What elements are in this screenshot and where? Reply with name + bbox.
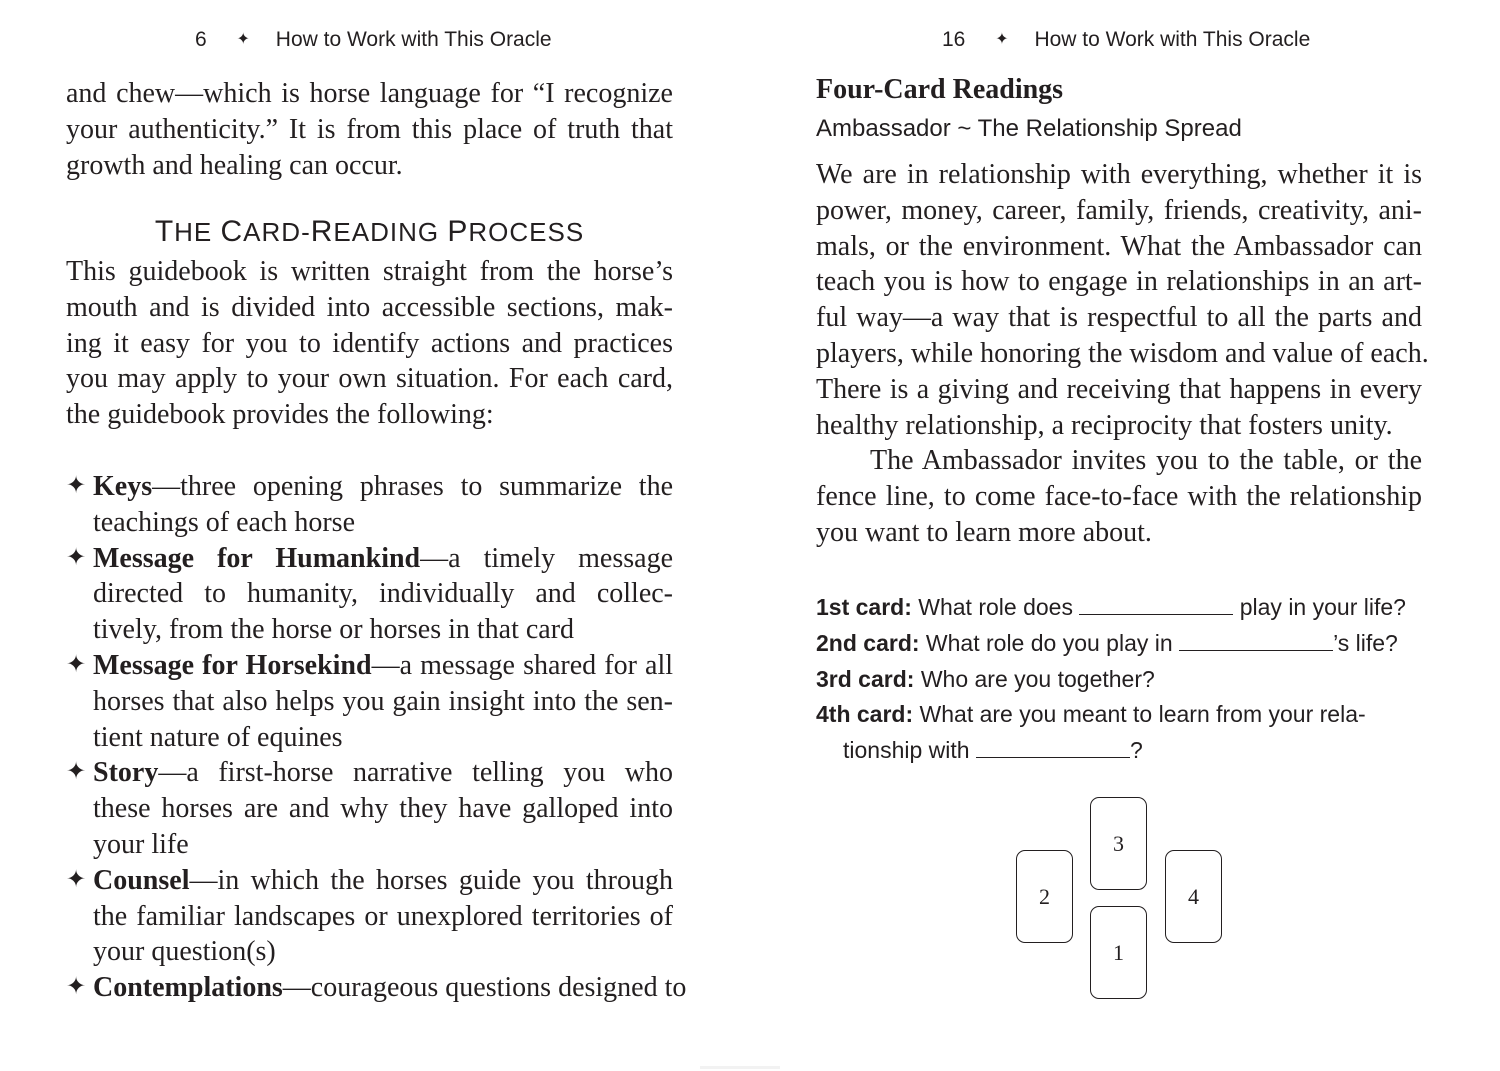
bullet-text: your life [93,828,189,860]
fill-in-blank [1079,590,1233,615]
fill-in-blank [976,733,1130,758]
header-star-icon: ✦ [236,31,250,48]
question-label: 3rd card: [816,665,915,692]
card-question-4 [816,697,1423,733]
question-label: 4th card: [816,701,914,728]
bullet-term: Story [93,757,159,789]
spread-questions [816,590,1423,769]
bullet-text: these horses are and why they have galloped into [93,793,673,825]
list-item [66,648,673,755]
title-part: ARD [243,217,302,247]
guidebook-features-list [66,469,687,1006]
text-line: ing it easy for you to identify actions and practices [66,327,673,359]
question-text: What role do you play in [919,629,1180,656]
list-item [66,469,673,541]
bullet-text: directed to humanity, individually and collec- [93,578,673,610]
question-text: tionship with [843,737,976,764]
text-line: mals, or the environment. What the Ambassador can [816,230,1422,262]
bullet-term: Message for Horsekind [93,649,372,681]
list-item [66,863,673,970]
question-text: ? [1129,737,1143,764]
question-label: 1st card: [816,594,912,620]
bullet-text: your question(s) [93,936,276,968]
question-text: Who are you together? [914,665,1155,692]
card-question-3 [816,662,1423,698]
bullet-term: Keys [93,471,153,502]
spread-subheading: Ambassador ~ The Relationship Spread [816,115,1242,142]
text-line: There is a giving and receiving that happens in every [816,373,1422,405]
page-gutter-mark [700,1066,780,1069]
page-number: 6 [195,28,207,51]
section-heading: Four-Card Readings [816,74,1064,105]
fill-in-blank [1179,626,1333,651]
text-line: fence line, to come face-to-face with the relationship [816,481,1422,513]
question-text: What role does [911,594,1080,620]
title-initial: T [154,215,175,248]
text-line: you want to learn more about. [816,516,1152,548]
left-page-header [195,28,552,52]
running-title: How to Work with This Oracle [1034,28,1311,51]
spread-card-4: 4 [1165,850,1222,943]
intro-paragraph [66,76,673,183]
bullet-star-icon: ✦ [66,759,87,786]
question-text: play in your life? [1233,594,1406,620]
text-line: ful way—a way that is respectful to all the parts and [816,302,1422,334]
text-line: This guidebook is written straight from the horse’s [66,256,673,287]
section-title [66,215,673,249]
spread-card-1: 1 [1090,906,1147,999]
bullet-term: Message for Humankind [93,542,421,574]
title-initial: C [220,215,244,248]
question-text: What are you meant to learn from your rela- [913,701,1366,728]
list-item [66,541,673,648]
relationship-paragraph [816,157,1429,551]
bullet-star-icon: ✦ [66,544,87,571]
bullet-star-icon: ✦ [66,866,87,893]
question-label: 2nd card: [816,629,920,656]
title-initial: R [310,215,334,248]
text-line: players, while honoring the wisdom and value of each. [816,337,1429,369]
title-part: HE [174,217,213,247]
text-line: healthy relationship, a reciprocity that fosters unity. [816,409,1393,441]
page-number: 16 [942,28,966,51]
text-line: power, money, career, family, friends, creativity, ani- [816,194,1422,226]
bullet-text: horses that also helps you gain insight into the sen- [93,685,673,717]
bullet-text: the familiar landscapes or unexplored territories of [93,900,673,932]
question-text: ’s life? [1333,629,1398,656]
bullet-text: —a message shared for all [371,649,673,681]
bullet-text: tient nature of equines [93,721,343,753]
bullet-text: —three opening phrases to summarize the [152,471,673,502]
list-item [66,970,687,1006]
bullet-text: tively, from the horse or horses in that card [93,614,575,646]
title-part: EADING [333,217,440,247]
text-line: your authenticity.” It is from this place of truth that [66,113,673,145]
right-page-header [942,28,1310,52]
text-line: and chew—which is horse language for “I recognize [66,78,673,109]
header-star-icon: ✦ [995,31,1009,48]
spread-card-2: 2 [1016,850,1073,943]
title-initial: P [447,215,469,248]
text-line: teach you is how to engage in relationships in an art- [816,266,1422,298]
title-part: ROCESS [468,217,585,247]
card-question-1 [816,590,1423,626]
bullet-text: —in which the horses guide you through [189,864,673,896]
bullet-text: teachings of each horse [93,506,355,538]
text-line: growth and healing can occur. [66,149,403,181]
bullet-text: —a timely message [420,542,673,574]
bullet-term: Contemplations [93,972,283,1004]
process-paragraph [66,254,673,433]
bullet-text: —courageous questions designed to [282,972,687,1004]
bullet-star-icon: ✦ [66,473,87,499]
spread-card-3: 3 [1090,797,1147,890]
bullet-term: Counsel [93,864,190,896]
text-line: The Ambassador invites you to the table, or the [870,445,1422,477]
running-title: How to Work with This Oracle [275,28,552,51]
bullet-text: —a first-horse narrative telling you who [158,757,673,789]
text-line: mouth and is divided into accessible sections, mak- [66,291,673,323]
bullet-star-icon: ✦ [66,974,87,1001]
text-line: We are in relationship with everything, whether it is [816,159,1422,190]
text-line: you may apply to your own situation. For each card, [66,363,673,395]
bullet-star-icon: ✦ [66,651,87,678]
card-question-4-continued [816,733,1423,769]
card-question-2 [816,626,1423,662]
text-line: the guidebook provides the following: [66,399,494,431]
title-part: - [301,217,311,247]
list-item [66,755,673,862]
right-page [750,0,1500,1071]
